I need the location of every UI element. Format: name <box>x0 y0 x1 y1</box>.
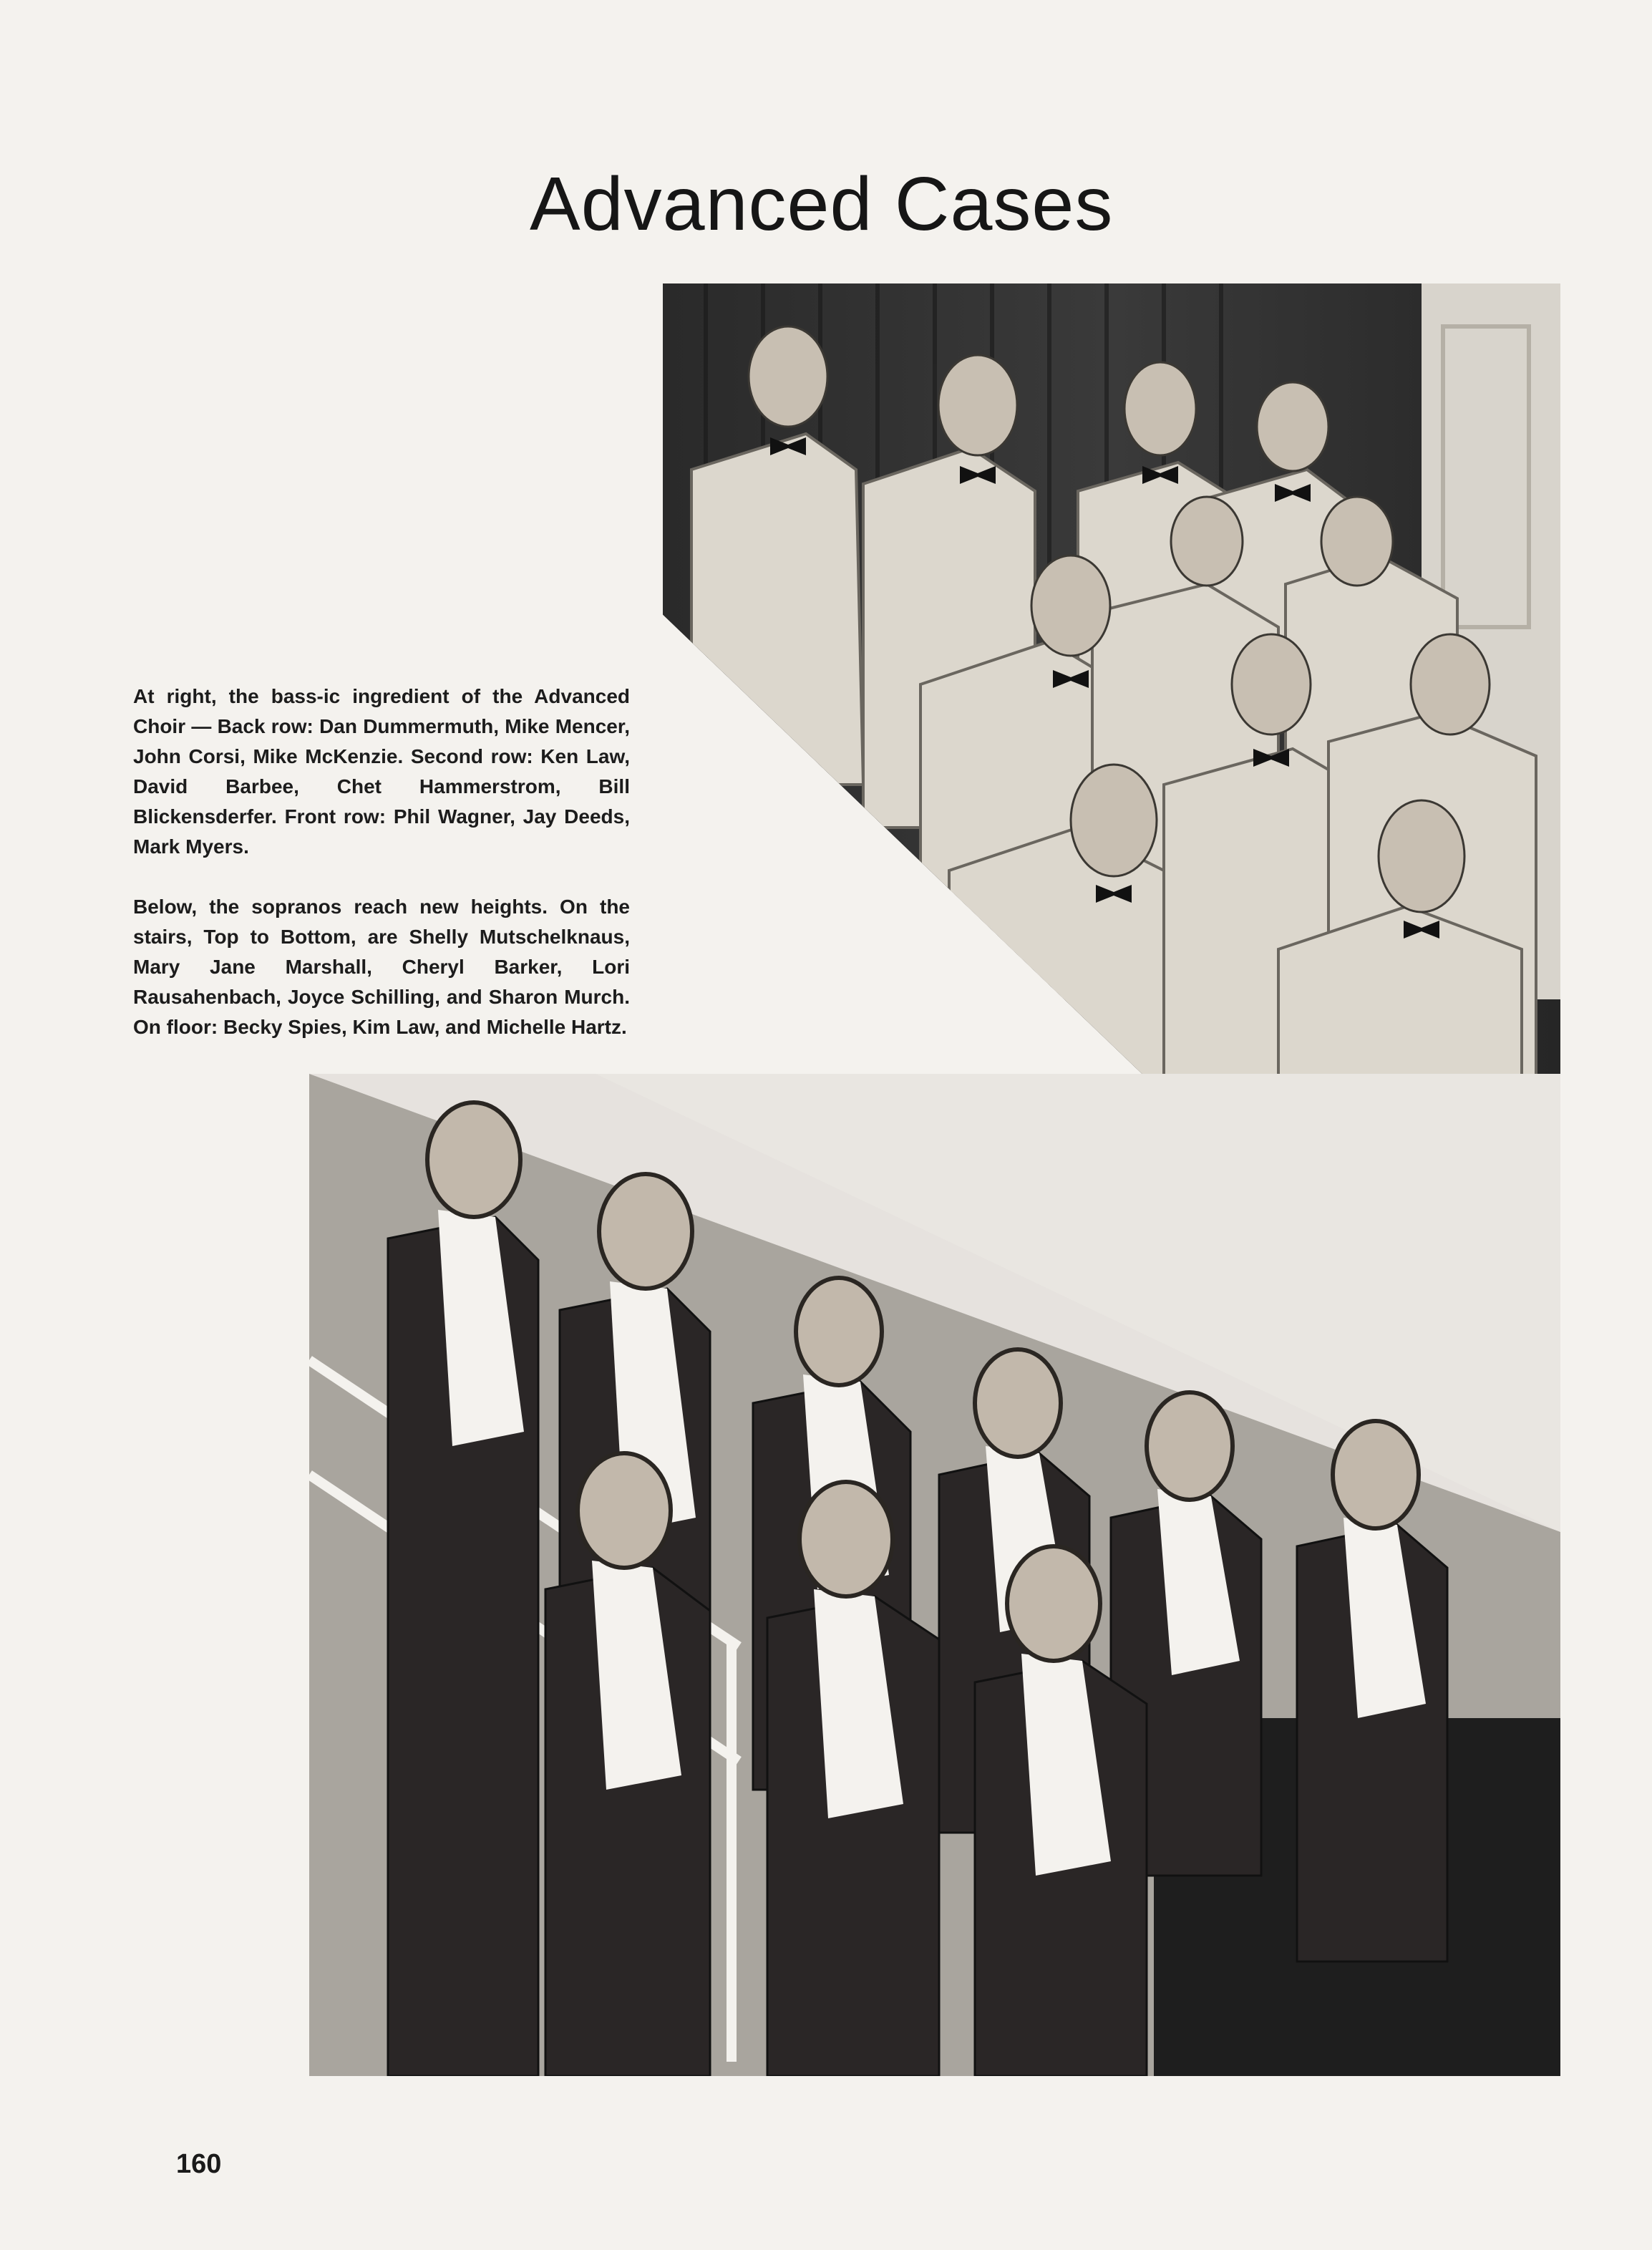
caption-soprano-section: Below, the sopranos reach new heights. On the stairs, Top to Bottom, are Shelly Mutschelknaus, Mary Jane Marshall, Cheryl Barker, Lori Rausahenbach, Joyce Schilling, and Sharon Murch. On floor: Becky Spies, Kim Law, and Michelle Hartz. <box>133 896 630 1038</box>
page-title: Advanced Cases <box>530 162 1114 246</box>
caption-bass-section: At right, the bass-ic ingredient of the Advanced Choir — Back row: Dan Dummermuth, Mike Mencer, John Corsi, Mike McKenzie. Second row: Ken Law, David Barbee, Chet Hammerstrom, Bill Blickensderfer. Front row: Phil Wagner, Jay Deeds, Mark Myers. <box>133 685 630 858</box>
photo-soprano-choir <box>309 1074 1560 2076</box>
page-number: 160 <box>176 2149 222 2179</box>
photo-soprano-choir-image <box>309 1074 1560 2076</box>
